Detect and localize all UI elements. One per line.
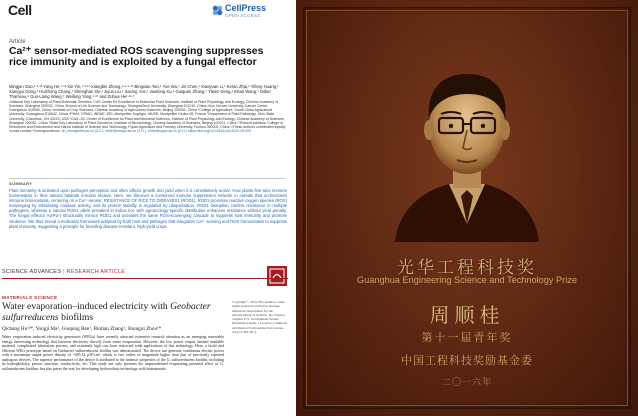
correspondence-label: *Correspondence: [32, 129, 61, 134]
award-plaque [296, 0, 638, 416]
cell-journal-logo: Cell [8, 2, 32, 18]
cell-author-list: Mingjun Gao,¹·²·¹³ Yang He,¹·¹³ Xin Yin,¹·³·¹³ Xiangbin Zhong,¹·⁴·⁵·¹³ Bingxiao Yan,¹ Yue Wu,¹ Jin Chen,¹ Xiaoyuan Li,¹ Keran Zhai,¹ Yifeng Huang,¹ Xiangyu Gong,¹ Huizhong Chang,¹ Shenghan Xie,¹ Jiyun Liu,¹ Jiaxing Yue,¹ Jianlong Xu,⁶ Guiquan Zhang,⁷ Yiwen Deng,¹ Ertao Wang,¹ Didier Tharreau,⁸ Guo-Liang Wang,⁹ Weibing Yang,¹·¹⁰ and Zuhua He¹·¹¹·* [9, 84, 279, 100]
sa-title-species: Geobacter sulfurreducens [2, 301, 211, 323]
sa-title-text: Water evaporation–induced electricity with [2, 301, 171, 312]
sa-header-rule [2, 278, 288, 279]
doi-link[interactable]: https://doi.org/10.1016/j.cell.2021.09.009 [187, 129, 252, 134]
cellpress-name: CellPress [225, 3, 267, 13]
open-access-label: OPEN ACCESS [225, 13, 261, 18]
awardee-name: 周顺桂 [429, 303, 505, 327]
plaque-title-chinese: 光华工程科技奖 [397, 258, 537, 278]
cell-paper-page [0, 0, 292, 252]
cellpress-icon [212, 5, 223, 16]
engraved-portrait [387, 56, 547, 242]
affiliation-text: ¹National Key Laboratory of Plant Molecular Genetics, CAS Center for Excellence in Molecular Plant Sciences, Institute of Plant Physiology and Ecology, Chinese Academy of Sciences, Shanghai 200032, China ²School of Life Science and Technology, ShanghaiTech University, Shanghai 201210, China ³Sun Yat-sen University Cancer Center, Guangzhou 510060, China ⁴Institute of Crop Sciences, Chinese Academy of Agricultural Sciences, Beijing 100081, China ⁵College of Agriculture, South China Agricultural University, Guangzhou 510642, China ⁶PHIM, CIRAD, INRAE, IRD, Montpellier SupAgro, MUSE, Montpellier Cedex 05, France ⁷Department of Plant Pathology, Ohio State University, Columbus, OH 43210, USA ⁸CAS–JIC Center of Excellence for Plant and Microbial Sciences, Institute of Plant Physiology and Ecology, Chinese Academy of Sciences, Shanghai 200032, China ⁹State Key Laboratory of Plant Genomics, Institute of Microbiology, Chinese Academy of Sciences, Beijing 100101, China ¹⁰Present address: College of Resources and Environment and Haixia Institute of Science and Technology, Fujian Agriculture and Forestry University, Fuzhou 350002, China ¹¹These authors contributed equally ¹²Lead contact [9, 100, 286, 134]
cell-summary-text: Plant immunity is activated upon pathogen perception and often affects growth and yield when it is constitutively active. How plants fine-tune immune homeostasis in their natural habitats remains elusive. Here, we discover a conserved immune suppression network in cereals that orchestrates immune homeostasis, centering on a Ca²⁺-sensor, RESISTANCE OF RICE TO DISEASES1 (ROD1). ROD1 promotes reactive oxygen species (ROS) scavenging by stimulating catalase activity, and its protein stability is regulated by ubiquitination. ROD1 disruption confers resistance to multiple pathogens, whereas a natural ROD1 allele prevalent in indica rice with agroecology-specific distribution enhances resistance without yield penalty. The fungal effector AvrPiz-t structurally mimics ROD1 and activates the same ROS-scavenging cascade to suppress host immunity and promote virulence. We thus reveal a molecular framework adopted by both host and pathogen that integrates Ca²⁺ sensing and ROS homeostasis to suppress plant immunity, suggesting a principle for breeding disease-resistant, high-yield crops. [9, 188, 287, 229]
awarding-organization: 中国工程科技奖励基金委 [401, 354, 533, 367]
prize-edition: 第十一届青年奖 [421, 331, 513, 344]
cellpress-logo [212, 3, 288, 21]
article-type: Article [9, 39, 26, 45]
summary-label: SUMMARY [9, 181, 33, 186]
sa-journal-name: SCIENCE ADVANCES [2, 269, 62, 275]
cell-article-title: Ca²⁺ sensor-mediated ROS scavenging suppresses rice immunity and is exploited by a fungal effector [9, 46, 264, 69]
award-date: 二〇一六年 [441, 378, 492, 388]
cell-affiliations [9, 100, 287, 133]
sa-copyright-sidebar: Copyright © 2022 The Authors, some rights reserved; exclusive licensee American Association for the Advancement of Science. No claim to original U.S. Government Works. Distributed under a Creative Commons Attribution NonCommercial License 4.0 (CC BY-NC). [232, 300, 288, 334]
sa-title-end: biofilms [58, 312, 94, 323]
sa-journal-logo-icon [266, 265, 288, 287]
sa-abstract: Water evaporation–induced electricity generators (WEGs) have recently attracted extensive research attention as an emerging renewable energy–harvesting technology that harvests electricity directly from water evaporation. However, the low power output, limited available material, complicated fabrication process, and extremely high cost have restricted wide applications of this technology. Here, a facile and efficient WEG prototype based on Geobacter sulfurreducens biofilm was demonstrated. The device can generate continuous electric power with a maximum output power density of ~685.12 µW/cm², which is two orders of magnitude higher than that of previously reported analogous devices. The superior performance of the device is attributed to the intrinsic properties of the G. sulfurreducens biofilm, including its hydrophilicity, porous structure, conductivity, etc. This study not only presents the unprecedented evaporating potential effect of G. sulfurreducens biofilms but also paves the way for developing hydrovoltaic technology with biomaterials. [2, 335, 224, 371]
article-kind: RESEARCH ARTICLE [66, 269, 126, 275]
correspondence-emails[interactable]: zh_zhou@sibs.ac.cn (Z.Z.), zhhe@cemps.ac.cn (Z.H.), zhhe@sippe.ac.cn (Z.H.) [61, 129, 187, 134]
summary-divider [9, 178, 285, 179]
header-separator: | [63, 269, 65, 275]
sa-running-header [2, 269, 125, 275]
sa-section-label: MATERIALS SCIENCE [2, 296, 58, 301]
plaque-title-english: Guanghua Engineering Science and Technology Prize [357, 275, 577, 285]
science-advances-page [0, 262, 292, 416]
sa-author-list: Qichang Hu¹²*, Yongji Ma¹, Guoping Ren¹, Bintian Zhang², Shungui Zhou¹* [2, 326, 162, 332]
sa-article-title [2, 301, 222, 323]
